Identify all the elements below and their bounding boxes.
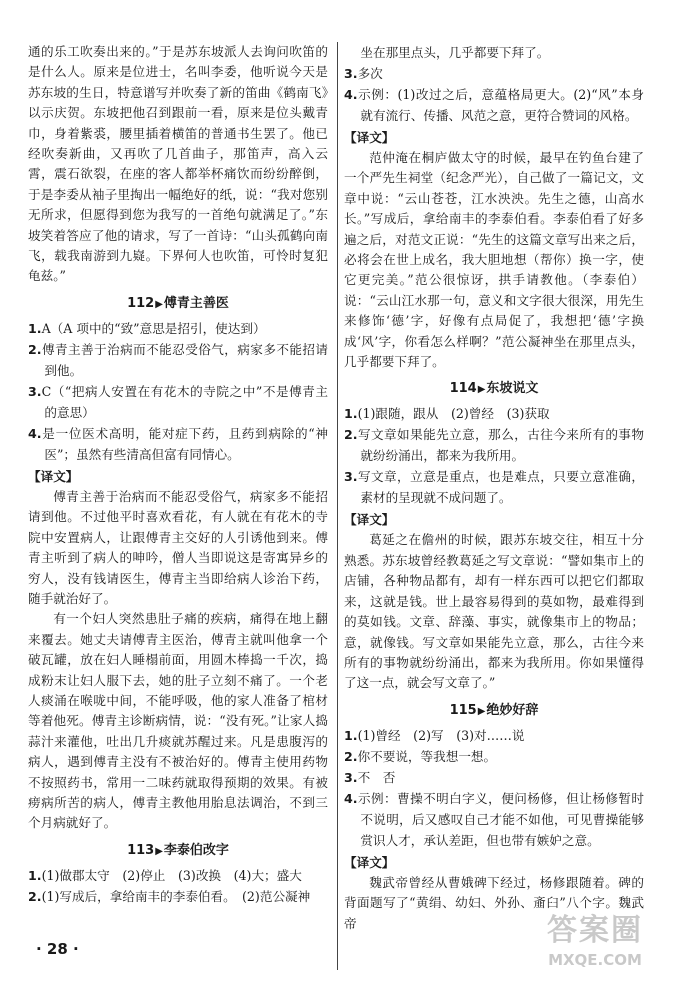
answer-item: 3.不 否: [344, 769, 396, 785]
page-number: · 28 ·: [36, 940, 79, 958]
translation-tag: 【译文】: [344, 854, 395, 870]
section-number: 113: [127, 842, 155, 858]
section-number: 115: [449, 702, 477, 718]
section-title: 傅青主善医: [163, 295, 229, 311]
section-title: 东坡说文: [486, 381, 539, 397]
answer-item: 3.写文章，立意是重点，也是难点，只要立意准确，素材的呈现就不成问题了。: [344, 469, 644, 506]
answer-item: 1.(1)做郡太守 (2)停止 (3)改换 (4)大；盛大: [28, 867, 302, 883]
answer-item: 1.A（A 项中的“致”意思是招引，使达到）: [28, 320, 266, 336]
left-column: [28, 42, 328, 907]
section-header-113: [28, 840, 328, 863]
section-number: 114: [449, 381, 477, 397]
triangle-icon: ▶: [155, 298, 163, 310]
section-number: 112: [127, 295, 155, 311]
answer-item: 4.是一位医术高明，能对症下药，且药到病除的“神医”；虽然有些清高但富有同情心。: [28, 425, 328, 462]
section-header-114: [344, 378, 644, 401]
watermark-url: MXQE.COM: [548, 951, 642, 969]
answer-item: 1.(1)跟随，跟从 (2)曾经 (3)获取: [344, 406, 550, 422]
triangle-icon: ▶: [155, 845, 163, 857]
watermark-logo: [535, 912, 655, 978]
triangle-icon: ▶: [477, 705, 486, 717]
answer-item: 2.(1)写成后，拿给南丰的李泰伯看。 (2)范公凝神: [28, 888, 311, 904]
translation-paragraph: 葛延之在儋州的时候，跟苏东坡交往，相互十分熟悉。苏东坡曾经教葛延之写文章说：“譬如集市上的店铺，各种物品都有，却有一样东西可以把它们都取来，这就是钱。世上最容易得到的莫如物，最难得到的莫如钱。文章、辞藻、事实，就像集市上的物品；意，就像钱。写文章如果能先立意，那么，古往今来所有的事物就纷纷涌出，都来为我所用。你如果懂得了这一点，就会写文章了。”: [344, 532, 644, 691]
answer-item: 4.示例：曹操不明白字义，便问杨修，但让杨修暂时不说明，后又感叹自己才能不如他，可见曹操能够赏识人才，承认差距，但也带有嫉妒之意。: [344, 790, 644, 848]
answer-item: 2.你不要说，等我想一想。: [344, 748, 497, 764]
answer-item: 2.写文章如果能先立意，那么，古往今来所有的事物就纷纷涌出，都来为我所用。: [344, 427, 644, 464]
answer-item: 1.(1)曾经 (2)写 (3)对……说: [344, 727, 525, 743]
section-title: 李泰伯改字: [163, 842, 229, 858]
right-column: [344, 42, 644, 934]
answer-item: 3.多次: [344, 66, 383, 81]
translation-tag: 【译文】: [344, 512, 395, 528]
translation-paragraph: 有一个妇人突然患肚子痛的疾病，痛得在地上翻来覆去。她丈夫请傅青主医治，傅青主就叫他拿一个破瓦罐，放在妇人睡榻前面，用圆木棒捣一千次，捣成粉末让妇人服下去，她的肚子立刻不痛了。一个老人痰涌在喉咙中间，不能呼吸，他的家人准备了棺材等着他死。傅青主诊断病情，说：“没有死。”让家人捣蒜汁来灌他，吐出几升痰就苏醒过来。凡是患腹泻的病人，遇到傅青主没有不被治好的。傅青主使用药物不按照药书，常用一二味药就取得预期的效果。有被痨病所苦的病人，傅青主教他用胎息法调治，不到三个月病就好了。: [28, 611, 328, 831]
translation-tag: 【译文】: [28, 468, 79, 484]
answer-item: 4.示例：(1)改过之后，意蕴格局更大。(2)“风”本身就有流行、传播、风范之意，更符合赞词的风格。: [344, 87, 644, 123]
section-header-112: [28, 293, 328, 316]
answer-item: 3.C（“把病人安置在有花木的寺院之中”不是傅青主的意思）: [28, 383, 328, 420]
translation-paragraph: 魏武帝曾经从曹娥碑下经过，杨修跟随着。碑的背面题写了“黄绢、幼妇、外孙、齑臼”八个字。魏武帝: [344, 874, 644, 931]
column-divider: [337, 42, 338, 970]
intro-paragraph: 通的乐工吹奏出来的。”于是苏东坡派人去询问吹笛的是什么人。原来是位进士，名叫李委，他听说今天是苏东坡的生日，特意谱写并吹奏了新的笛曲《鹤南飞》以示庆贺。东坡把他召到跟前一看，原来是位头戴青巾，身着紫裘，腰里插着横笛的普通书生罢了。他已经吹奏新曲，又再吹了几首曲子，那笛声，高入云霄，震石欲裂，在座的客人都举杯痛饮而纷纷醉倒，于是李委从袖子里掏出一幅绝好的纸，说：“我对您别无所求，但愿得到您为我写的一首绝句就满足了。”东坡笑着答应了他的请求，写了一首诗：“山头孤鹤向南飞，载我南游到九嶷。下界何人也吹笛，可怜时复犯龟兹。”: [28, 44, 328, 284]
watermark-logo-text: 答案圈: [547, 913, 643, 948]
answer-item: 2.傅青主善于治病而不能忍受俗气，病家多不能招请到他。: [28, 341, 328, 378]
triangle-icon: ▶: [477, 384, 486, 396]
section-title: 绝妙好辞: [486, 702, 539, 718]
translation-paragraph: 傅青主善于治病而不能忍受俗气，病家多不能招请到他。不过他平时喜欢看花，有人就在有花木的寺院中安置病人，让跟傅青主交好的人引诱他到来。傅青主听到了病人的呻吟，僧人当即说这是寄寓异乡的穷人，没有钱请医生，傅青主当即给病人诊治下药，随手就治好了。: [28, 488, 328, 606]
answer-continuation: 坐在那里点头，几乎都要下拜了。: [360, 45, 550, 60]
section-header-115: [344, 700, 644, 723]
translation-tag: 【译文】: [344, 130, 395, 145]
translation-paragraph: 范仲淹在桐庐做太守的时候，最早在钓鱼台建了一个严先生祠堂（纪念严光），自己做了一篇记文，文章中说：“云山苍苍，江水泱泱。先生之德，山高水长。”写成后，拿给南丰的李泰伯看。李泰伯看了好多遍之后，对范文正说：“先生的这篇文章写出来之后，必将会在世上成名，我大胆地想（帮你）换一字，使它更完美。”范公很惊讶，拱手请教他。（李泰伯）说：“云山江水那一句，意义和文字很大很深，用先生来修饰‘德’字，好像有点局促了，我想把‘德’字换成‘风’字，你看怎么样啊？”范公凝神坐在那里点头，几乎都要下拜了。: [344, 150, 644, 370]
